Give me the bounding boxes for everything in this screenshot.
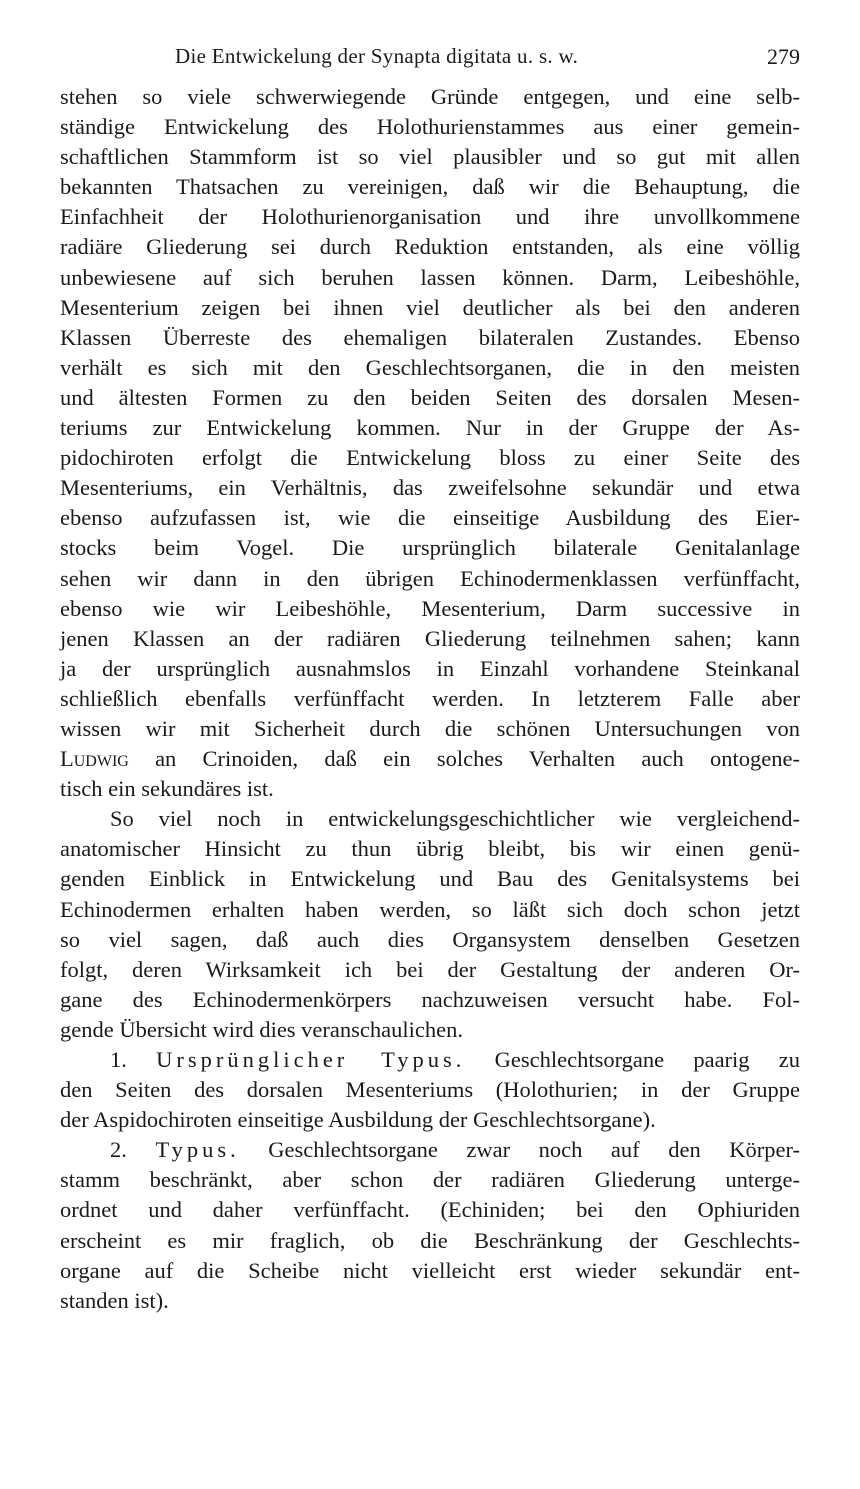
list-item-term: Typus. <box>155 1137 240 1163</box>
text-line: ebenso wie wir Leibeshöhle, Mesenterium, Darm successive in <box>60 595 800 621</box>
text-line: ordnet und daher verfünffacht. (Echiniden; bei den Ophiuriden <box>60 1197 800 1223</box>
list-item-number: 2. <box>110 1137 127 1163</box>
text-line: bekannten Thatsachen zu vereinigen, daß wir die Behauptung, die <box>60 174 800 200</box>
text-line: jenen Klassen an der radiären Gliederung teilnehmen sahen; kann <box>60 625 800 651</box>
text-line: Klassen Überreste des ehemaligen bilateralen Zustandes. Ebenso <box>60 324 800 350</box>
text-line: pidochiroten erfolgt die Entwickelung bloss zu einer Seite des <box>60 445 800 471</box>
text-line: so viel sagen, daß auch dies Organsystem denselben Gesetzen <box>60 926 800 952</box>
list-item-first-line <box>60 1045 800 1075</box>
text-line: gane des Echinodermenkörpers nachzuweisen versucht habe. Fol- <box>60 986 800 1012</box>
text-line: sehen wir dann in den übrigen Echinodermenklassen verfünffacht, <box>60 565 800 591</box>
text-line: tisch ein sekundäres ist. <box>60 776 274 802</box>
text-line: schließlich ebenfalls verfünffacht werden. In letzterem Falle aber <box>60 685 800 711</box>
text-line: wissen wir mit Sicherheit durch die schönen Untersuchungen von <box>60 715 800 741</box>
text-line: stamm beschränkt, aber schon der radiären Gliederung unterge- <box>60 1167 800 1193</box>
list-item-number: 1. <box>110 1047 127 1072</box>
text-line-rest: an Crinoiden, daß ein solches Verhalten auch ontogene- <box>128 746 800 772</box>
text-line: radiäre Gliederung sei durch Reduktion entstanden, als eine völlig <box>60 234 800 260</box>
text-line: genden Einblick in Entwickelung und Bau des Genitalsystems bei <box>60 866 800 892</box>
text-line: gende Übersicht wird dies veranschaulichen. <box>60 1016 463 1042</box>
text-line: schaftlichen Stammform ist so viel plausibler und so gut mit allen <box>60 144 800 170</box>
list-item-term: Ursprünglicher Typus. <box>156 1047 466 1072</box>
running-head <box>60 30 800 82</box>
list-item-rest: Geschlechtsorgane zwar noch auf den Körper- <box>239 1137 801 1163</box>
text-line: Mesenterium zeigen bei ihnen viel deutlicher als bei den anderen <box>60 294 800 320</box>
list-item-2 <box>60 1135 800 1316</box>
text-line: und ältesten Formen zu den beiden Seiten des dorsalen Mesen- <box>60 384 800 410</box>
list-item-1 <box>60 1045 800 1135</box>
running-title: Die Entwickelung der Synapta digitata u. s. w. <box>175 44 579 68</box>
text-line: Einfachheit der Holothurienorganisation und ihre unvollkommene <box>60 204 800 230</box>
text-line: teriums zur Entwickelung kommen. Nur in der Gruppe der As- <box>60 415 800 441</box>
text-line: unbewiesene auf sich beruhen lassen können. Darm, Leibeshöhle, <box>60 264 800 290</box>
list-item-rest: Geschlechtsorgane paarig zu <box>465 1047 800 1072</box>
text-line: Echinodermen erhalten haben werden, so läßt sich doch schon jetzt <box>60 896 800 922</box>
text-line: der Aspidochiroten einseitige Ausbildung der Geschlechtsorgane). <box>60 1107 656 1133</box>
text-line: verhält es sich mit den Geschlechtsorganen, die in den meisten <box>60 354 800 380</box>
text-line: organe auf die Scheibe nicht vielleicht erst wieder sekundär ent- <box>60 1257 800 1283</box>
text-line: Mesenteriums, ein Verhältnis, das zweifelsohne sekundär und etwa <box>60 475 800 501</box>
page-number: 279 <box>767 44 800 69</box>
author-name-ludwig: Ludwig <box>60 746 129 772</box>
text-line: ja der ursprünglich ausnahmslos in Einzahl vorhandene Steinkanal <box>60 655 800 681</box>
text-line: den Seiten des dorsalen Mesenteriums (Holothurien; in der Gruppe <box>60 1077 800 1103</box>
text-line: stehen so viele schwerwiegende Gründe entgegen, und eine selb- <box>60 84 800 109</box>
text-line: So viel noch in entwickelungsgeschichtlicher wie vergleichend- <box>110 806 800 832</box>
text-line: erscheint es mir fraglich, ob die Beschränkung der Geschlechts- <box>60 1227 800 1253</box>
text-line: folgt, deren Wirksamkeit ich bei der Gestaltung der anderen Or- <box>60 956 800 982</box>
text-line: anatomischer Hinsicht zu thun übrig bleibt, bis wir einen genü- <box>60 836 800 862</box>
text-line: standen ist). <box>60 1287 169 1313</box>
text-line: ebenso aufzufassen ist, wie die einseitige Ausbildung des Eier- <box>60 505 800 531</box>
paragraph-1 <box>60 82 800 804</box>
book-page <box>60 30 800 1316</box>
text-line-ludwig <box>60 744 800 774</box>
list-item-first-line <box>60 1135 800 1165</box>
text-line: stocks beim Vogel. Die ursprünglich bilaterale Genitalanlage <box>60 535 800 561</box>
paragraph-2 <box>60 804 800 1045</box>
text-line: ständige Entwickelung des Holothurienstammes aus einer gemein- <box>60 114 800 140</box>
